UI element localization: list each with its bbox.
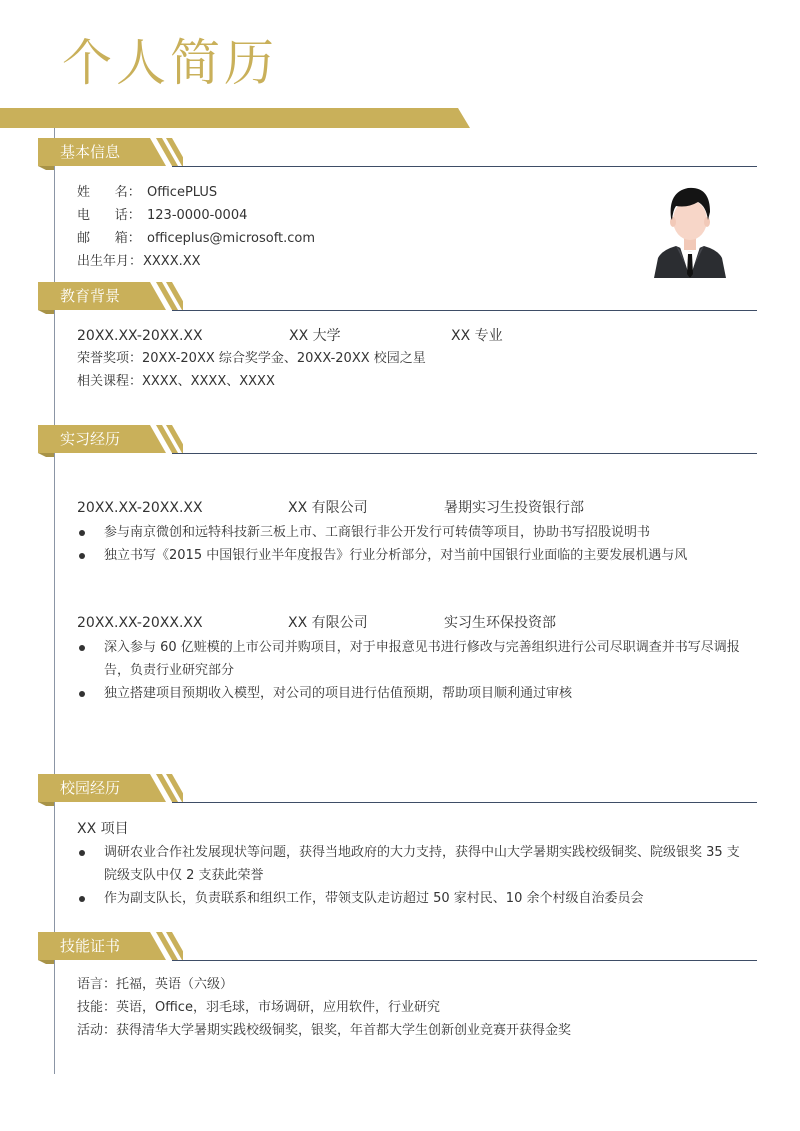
info-value: 123-0000-0004: [147, 208, 248, 223]
info-row-phone: [77, 206, 315, 229]
skills-activities: 活动：获得清华大学暑期实践校级铜奖，银奖，年首都大学生创新创业竞赛开获得金奖: [77, 1023, 572, 1038]
info-label: 姓 名：: [77, 185, 141, 200]
info-value: XXXX.XX: [143, 254, 201, 269]
section-title: 校园经历: [60, 779, 121, 797]
section-rule: [172, 310, 757, 311]
campus-bullet: 调研农业合作社发展现状等问题，获得当地政府的大力支持，获得中山大学暑期实践校级铜奖、院级银奖 35 支院级支队中仅 2 支获此荣誉: [104, 845, 740, 883]
bullet-dot: [79, 553, 85, 559]
campus-project: XX 项目: [77, 821, 129, 837]
internship-period: 20XX.XX-20XX.XX: [77, 615, 203, 631]
section-rule: [172, 453, 757, 454]
education-courses: 相关课程：XXXX、XXXX、XXXX: [77, 374, 275, 389]
education-school: XX 大学: [289, 328, 341, 344]
section-header-campus: [38, 774, 183, 806]
basic-info-list: [77, 183, 315, 275]
bullet-dot: [79, 896, 85, 902]
info-value: OfficePLUS: [147, 185, 218, 200]
info-value: officeplus@microsoft.com: [147, 231, 316, 246]
internship-bullet: 独立书写《2015 中国银行业半年度报告》行业分析部分，对当前中国银行业面临的主要发展机遇与风: [104, 548, 688, 563]
section-header-skills: [38, 932, 183, 964]
internship-bullet: 深入参与 60 亿赃模的上市公司并购项目，对于申报意见书进行修改与完善组织进行公司尽职调查并书写尽调报告，负责行业研究部分: [104, 640, 740, 678]
page-title: 个人简历: [62, 34, 278, 92]
education-honors: 荣誉奖项：20XX-20XX 综合奖学金、20XX-20XX 校园之星: [77, 351, 426, 366]
section-title: 实习经历: [60, 430, 121, 448]
info-row-birth: [77, 252, 315, 275]
education-major: XX 专业: [451, 328, 503, 344]
internship-bullet: 独立搭建项目预期收入模型，对公司的项目进行估值预期，帮助项目顺利通过审核: [104, 686, 573, 701]
skills-abilities: 技能：英语，Office，羽毛球，市场调研，应用软件，行业研究: [77, 1000, 440, 1015]
top-gold-band: [0, 108, 470, 128]
section-header-basic-info: [38, 138, 183, 170]
info-label: 电 话：: [77, 208, 141, 223]
bullet-dot: [79, 850, 85, 856]
internship-period: 20XX.XX-20XX.XX: [77, 500, 203, 516]
section-title: 基本信息: [60, 143, 121, 161]
internship-role: 暑期实习生投资银行部: [444, 500, 584, 516]
section-header-internship: [38, 425, 183, 457]
bullet-dot: [79, 691, 85, 697]
internship-company: XX 有限公司: [288, 615, 368, 631]
section-rule: [172, 802, 757, 803]
internship-bullet: 参与南京微创和远特科技新三板上市、工商银行非公开发行可转债等项目，协助书写招股说明书: [104, 525, 651, 540]
section-header-education: [38, 282, 183, 314]
campus-bullet: 作为副支队长，负责联系和组织工作，带领支队走访超过 50 家村民、10 余个村级自治委员会: [104, 891, 644, 906]
education-period: 20XX.XX-20XX.XX: [77, 328, 203, 344]
section-rule: [172, 166, 757, 167]
info-label: 出生年月：: [77, 254, 143, 269]
info-row-email: [77, 229, 315, 252]
bullet-dot: [79, 645, 85, 651]
section-title: 技能证书: [60, 937, 121, 955]
info-label: 邮 箱：: [77, 231, 141, 246]
bullet-dot: [79, 530, 85, 536]
internship-role: 实习生环保投资部: [444, 615, 556, 631]
section-rule: [172, 960, 757, 961]
person-avatar-icon: [650, 178, 730, 278]
section-title: 教育背景: [60, 287, 121, 305]
internship-company: XX 有限公司: [288, 500, 368, 516]
skills-language: 语言：托福，英语（六级）: [77, 977, 234, 992]
info-row-name: [77, 183, 315, 206]
